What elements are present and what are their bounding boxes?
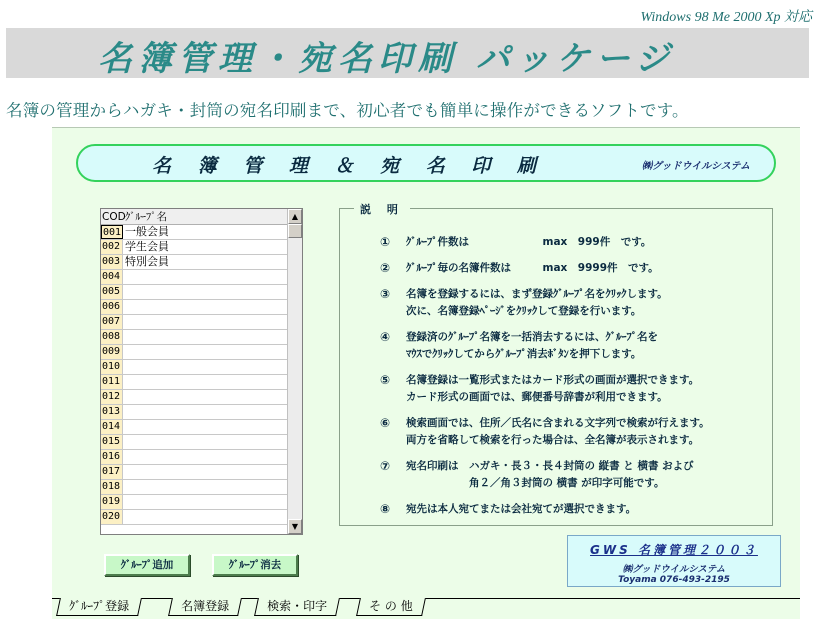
company-name-small: ㈱グッドウイルシステム [642, 161, 750, 172]
description-line: 登録済のｸﾞﾙｰﾌﾟ名簿を一括消去するには、ｸﾞﾙｰﾌﾟ名を [406, 331, 658, 343]
list-scrollbar[interactable] [287, 209, 302, 534]
scroll-down-button[interactable]: ▼ [288, 519, 302, 534]
group-code-cell[interactable]: 004 [101, 270, 123, 284]
group-code-cell[interactable]: 008 [101, 330, 123, 344]
group-name-cell[interactable]: 特別会員 [125, 255, 169, 268]
description-line: ｸﾞﾙｰﾌﾟ件数は max 999件 です。 [406, 236, 652, 248]
table-row[interactable] [101, 240, 288, 255]
description-line: 次に、名簿登録ﾍﾟｰｼﾞをｸﾘｯｸして登録を行います。 [406, 305, 642, 317]
group-name-cell[interactable]: 学生会員 [125, 240, 169, 253]
product-name: GWS 名簿管理２００３ [590, 543, 758, 557]
table-row[interactable] [101, 390, 288, 405]
description-number: ① [380, 235, 391, 249]
table-row[interactable] [101, 255, 288, 270]
description-item [380, 286, 770, 320]
table-row[interactable] [101, 225, 288, 240]
table-row[interactable] [101, 480, 288, 495]
group-code-cell[interactable]: 005 [101, 285, 123, 299]
group-code-cell[interactable]: 012 [101, 390, 123, 404]
group-code-cell[interactable]: 020 [101, 510, 123, 524]
description-line: ﾏｳｽでｸﾘｯｸしてからｸﾞﾙｰﾌﾟ消去ﾎﾞﾀﾝを押下します。 [406, 348, 642, 360]
description-item [380, 458, 770, 492]
description-number: ⑦ [380, 459, 391, 473]
tab-bar [52, 598, 800, 620]
group-code-cell[interactable]: 018 [101, 480, 123, 494]
description-line: ｸﾞﾙｰﾌﾟ毎の名簿件数は max 9999件 です。 [406, 262, 659, 274]
group-code-cell[interactable]: 011 [101, 375, 123, 389]
table-row[interactable] [101, 465, 288, 480]
group-code-cell[interactable]: 015 [101, 435, 123, 449]
description-number: ④ [380, 330, 391, 344]
group-code-cell[interactable]: 016 [101, 450, 123, 464]
info-tel: Toyama 076-493-2195 [618, 575, 730, 585]
description-item [380, 415, 770, 449]
description-panel [339, 203, 773, 526]
add-group-button[interactable]: ｸﾞﾙｰﾌﾟ追加 [104, 554, 190, 576]
scroll-up-button[interactable]: ▲ [288, 209, 302, 224]
group-list[interactable] [100, 208, 303, 535]
description-item [380, 501, 770, 518]
tab-search-print[interactable]: 検索・印字 [254, 598, 340, 616]
table-row[interactable] [101, 285, 288, 300]
group-code-cell[interactable]: 010 [101, 360, 123, 374]
tab-other[interactable]: そ の 他 [356, 598, 425, 616]
tab-roster-register[interactable]: 名簿登録 [168, 598, 242, 616]
description-number: ⑤ [380, 373, 391, 387]
description-title: 説 明 [354, 201, 410, 217]
table-row[interactable] [101, 375, 288, 390]
group-name-cell[interactable]: 一般会員 [125, 225, 169, 238]
os-compatibility-note: Windows 98 Me 2000 Xp 対応 [640, 10, 812, 25]
description-number: ⑥ [380, 416, 391, 430]
table-row[interactable] [101, 495, 288, 510]
description-number: ⑧ [380, 502, 391, 516]
table-row[interactable] [101, 270, 288, 285]
group-code-cell[interactable]: 002 [101, 240, 123, 254]
product-info-box [567, 535, 781, 587]
description-line: 名簿を登録するには、まず登録ｸﾞﾙｰﾌﾟ名をｸﾘｯｸします。 [406, 288, 668, 300]
table-row[interactable] [101, 330, 288, 345]
tab-group-register[interactable]: ｸﾞﾙｰﾌﾟ登録 [56, 598, 142, 616]
scroll-thumb[interactable] [288, 224, 302, 238]
group-code-cell[interactable]: 014 [101, 420, 123, 434]
group-code-cell[interactable]: 013 [101, 405, 123, 419]
table-row[interactable] [101, 510, 288, 525]
list-rows [101, 225, 288, 525]
banner [6, 28, 809, 78]
description-items [380, 234, 770, 527]
description-line: 宛名印刷は ハガキ・長３・長４封筒の 縦書 と 横書 および [406, 460, 694, 472]
table-row[interactable] [101, 405, 288, 420]
description-item [380, 260, 770, 277]
description-line: 宛先は本人宛てまたは会社宛てが選択できます。 [406, 503, 637, 515]
group-code-cell[interactable]: 003 [101, 255, 123, 269]
delete-group-button[interactable]: ｸﾞﾙｰﾌﾟ消去 [212, 554, 298, 576]
description-line: 検索画面では、住所／氏名に含まれる文字列で検索が行えます。 [406, 417, 710, 429]
table-row[interactable] [101, 345, 288, 360]
table-row[interactable] [101, 300, 288, 315]
description-line: カード形式の画面では、郵便番号辞書が利用できます。 [406, 391, 668, 403]
description-number: ② [380, 261, 391, 275]
description-line: 名簿登録は一覧形式またはカード形式の画面が選択できます。 [406, 374, 700, 386]
group-code-cell[interactable]: 019 [101, 495, 123, 509]
group-code-cell[interactable]: 001 [103, 227, 122, 238]
description-item [380, 234, 770, 251]
banner-title: 名簿管理・宛名印刷 パッケージ [98, 39, 676, 79]
header-code: COD [102, 211, 126, 223]
header-group-name: ｸﾞﾙｰﾌﾟ名 [125, 211, 167, 223]
group-code-cell[interactable]: 007 [101, 315, 123, 329]
group-code-cell[interactable]: 009 [101, 345, 123, 359]
description-item [380, 329, 770, 363]
description-line: 両方を省略して検索を行った場合は、全名簿が表示されます。 [406, 434, 700, 446]
group-code-cell[interactable]: 017 [101, 465, 123, 479]
description-line: 角２／角３封筒の 横書 が印字可能です。 [406, 477, 665, 489]
description-item [380, 372, 770, 406]
info-company: ㈱グッドウイルシステム [622, 564, 726, 575]
table-row[interactable] [101, 435, 288, 450]
app-window [52, 127, 800, 619]
app-title-bar [76, 144, 776, 182]
tagline: 名簿の管理からハガキ・封筒の宛名印刷まで、初心者でも簡単に操作ができるソフトです。 [6, 101, 689, 120]
description-number: ③ [380, 287, 391, 301]
table-row[interactable] [101, 450, 288, 465]
app-title: 名 簿 管 理 ＆ 宛 名 印 刷 [152, 155, 546, 177]
list-header [101, 209, 288, 225]
table-row[interactable] [101, 420, 288, 435]
group-code-cell[interactable]: 006 [101, 300, 123, 314]
table-row[interactable] [101, 360, 288, 375]
table-row[interactable] [101, 315, 288, 330]
